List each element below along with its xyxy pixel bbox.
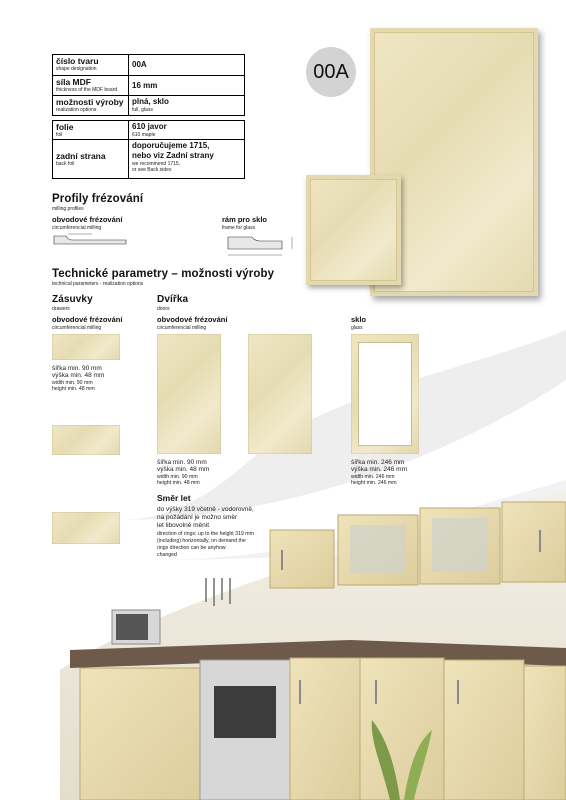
foil-value: 610 javor bbox=[132, 122, 167, 131]
kitchen-photo bbox=[0, 490, 566, 800]
grain-cz-2: na požádání je možno směr bbox=[157, 514, 238, 521]
profile-circ-sub: circumferencial milling bbox=[52, 225, 102, 231]
profile-circ-label: obvodové frézování bbox=[52, 215, 123, 224]
drawers-dim-4: height min. 48 mm bbox=[52, 386, 95, 392]
back-sub: back foil bbox=[56, 161, 75, 167]
glass-sub: glass bbox=[351, 325, 363, 331]
doors-title: Dvířka bbox=[157, 294, 189, 305]
doors-dim-2: výška min. 48 mm bbox=[157, 466, 210, 473]
doors-milling: obvodové frézování bbox=[157, 315, 228, 324]
grain-en-3: rings direction can be anyhow bbox=[157, 545, 226, 551]
back-value-sub-1: we recommend 1715, bbox=[132, 161, 181, 167]
grain-en-1: direction of rings: up to the height 319 mm bbox=[157, 531, 254, 537]
profiles-subtitle: milling profiles bbox=[52, 206, 84, 212]
tech-subtitle: technical parameters - realization options bbox=[52, 281, 144, 287]
grain-title: Směr let bbox=[157, 493, 191, 503]
door-small-image bbox=[306, 175, 401, 285]
spec-table-top bbox=[52, 54, 245, 116]
back-value-sub-2: or see Back sides bbox=[132, 167, 172, 173]
spec-row-options bbox=[53, 96, 244, 115]
grain-cz-1: do výšky 319 včetně - vodorovně, bbox=[157, 506, 254, 513]
glass-pane bbox=[359, 343, 411, 445]
profile-frame-drawing bbox=[222, 231, 302, 259]
shape-sub: shape designation bbox=[56, 66, 97, 72]
spec-row-mdf bbox=[53, 76, 244, 96]
doors-dim-1: šířka min. 90 mm bbox=[157, 459, 207, 466]
door-sample-2 bbox=[248, 334, 312, 454]
drawers-dim-2: výška min. 48 mm bbox=[52, 372, 105, 379]
drawer-sample-2 bbox=[52, 425, 120, 455]
grain-cz-3: let libovolně měnit bbox=[157, 522, 210, 529]
glass-frame-sample bbox=[351, 334, 419, 454]
mdf-value: 16 mm bbox=[132, 80, 158, 90]
shape-label: číslo tvaru bbox=[56, 56, 99, 66]
profile-circ-drawing bbox=[52, 231, 128, 245]
drawers-milling-sub: circumferencial milling bbox=[52, 325, 102, 331]
back-label: zadní strana bbox=[56, 151, 106, 161]
foil-label: folie bbox=[56, 122, 74, 132]
options-label: možnosti výroby bbox=[56, 97, 124, 107]
glass-dim-2: výška min. 246 mm bbox=[351, 466, 407, 473]
drawers-dim-3: width min. 90 mm bbox=[52, 380, 93, 386]
spec-row-shape bbox=[53, 55, 244, 76]
foil-sub: foil bbox=[56, 132, 63, 138]
foil-value-sub: 610 maple bbox=[132, 132, 156, 138]
glass-dim-1: šířka min. 246 mm bbox=[351, 459, 405, 466]
mdf-sub: thickness of the MDF board bbox=[56, 87, 118, 93]
profile-frame-label: rám pro sklo bbox=[222, 215, 268, 224]
options-value-sub: full, glass bbox=[132, 107, 153, 113]
glass-title: sklo bbox=[351, 315, 367, 324]
drawers-milling: obvodové frézování bbox=[52, 315, 123, 324]
shape-badge: 00A bbox=[306, 47, 356, 97]
glass-dim-3: width min. 246 mm bbox=[351, 474, 395, 480]
mdf-label: síla MDF bbox=[56, 77, 91, 87]
drawer-sample-1 bbox=[52, 334, 120, 360]
glass-dim-4: height min. 246 mm bbox=[351, 480, 397, 486]
back-value-1: doporučujeme 1715, bbox=[132, 141, 210, 150]
doors-dim-3: width min. 90 mm bbox=[157, 474, 198, 480]
spec-table-bottom bbox=[52, 120, 245, 179]
profile-frame-sub: frame for glass bbox=[222, 225, 256, 231]
door-sample-1 bbox=[157, 334, 221, 454]
spec-row-foil bbox=[53, 121, 244, 140]
profiles-title: Profily frézování bbox=[52, 193, 144, 205]
shape-value: 00A bbox=[132, 60, 147, 69]
drawers-dim-1: šířka min. 90 mm bbox=[52, 365, 102, 372]
grain-en-2: (including) horizontally, on demand the bbox=[157, 538, 246, 544]
doors-milling-sub: circumferencial milling bbox=[157, 325, 207, 331]
spec-row-back bbox=[53, 140, 244, 178]
drawers-title: Zásuvky bbox=[52, 294, 93, 305]
grain-en-4: changed bbox=[157, 552, 177, 558]
options-value: plná, sklo bbox=[132, 97, 169, 106]
drawers-sub: drawers bbox=[52, 306, 70, 312]
tech-title: Technické parametry – možnosti výroby bbox=[52, 268, 275, 280]
doors-sub: doors bbox=[157, 306, 170, 312]
back-value-2: nebo viz Zadní strany bbox=[132, 151, 214, 160]
options-sub: realization options bbox=[56, 107, 97, 113]
doors-dim-4: height min. 48 mm bbox=[157, 480, 200, 486]
